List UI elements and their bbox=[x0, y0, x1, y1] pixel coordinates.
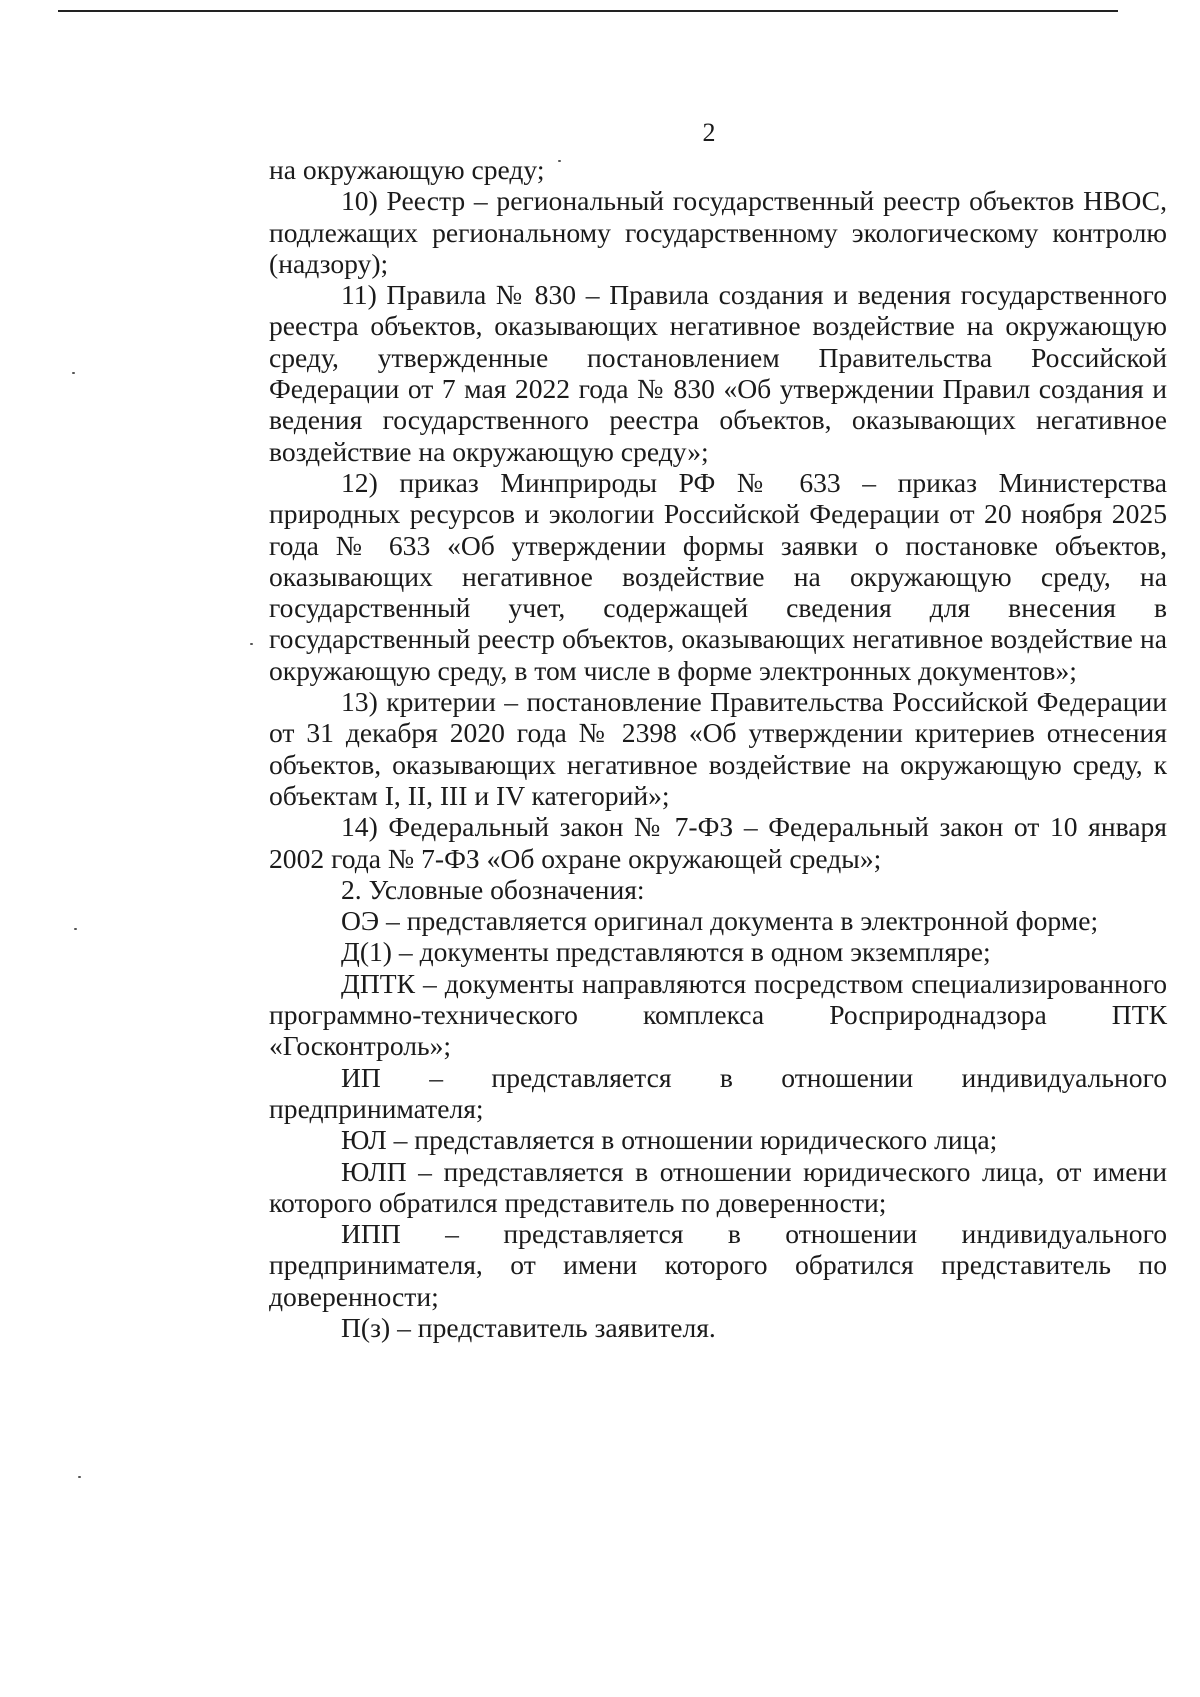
section-2-heading: 2. Условные обозначения: bbox=[341, 873, 645, 905]
legend-d1: Д(1) – документы представляются в одном экземпляре; bbox=[341, 936, 991, 968]
definition-13-criteria: 13) критерии – постановление Правительства Российской Федерации от 31 декабря 2020 года № 2398 «Об утверждении критериев отнесения объектов, оказывающих негативное воздействие на окружающую среду, к объектам I, II, III и IV категорий»; bbox=[269, 686, 1167, 811]
definition-10-registry: 10) Реестр – региональный государственный реестр объектов НВОС, подлежащих региональному государственному экологическому контролю (надзору); bbox=[269, 185, 1167, 279]
legend-ipp: ИПП – представляется в отношении индивидуального предпринимателя, от имени которого обратился представитель по доверенности; bbox=[269, 1218, 1167, 1312]
scan-speck bbox=[72, 372, 75, 374]
page-number: 2 bbox=[702, 118, 716, 147]
legend-pz: П(з) – представитель заявителя. bbox=[341, 1311, 716, 1343]
document-body bbox=[269, 154, 1167, 1343]
definition-14-federal-law-7: 14) Федеральный закон № 7-ФЗ – Федеральный закон от 10 января 2002 года № 7-ФЗ «Об охране окружающей среды»; bbox=[269, 811, 1167, 874]
scan-speck bbox=[558, 160, 561, 162]
definition-11-rules-830: 11) Правила № 830 – Правила создания и ведения государственного реестра объектов, оказывающих негативное воздействие на окружающую среду, утвержденные постановлением Правительства Российской Федерации от 7 мая 2022 года № 830 «Об утверждении Правил создания и ведения государственного реестра объектов, оказывающих негативное воздействие на окружающую среду»; bbox=[269, 279, 1167, 467]
legend-dptk: ДПТК – документы направляются посредством специализированного программно-технического комплекса Росприроднадзора ПТК «Госконтроль»; bbox=[269, 967, 1167, 1062]
top-rule bbox=[58, 10, 1118, 12]
legend-ip: ИП – представляется в отношении индивидуального предпринимателя; bbox=[269, 1061, 1167, 1124]
scan-speck bbox=[250, 643, 253, 645]
paragraph-continuation: на окружающую среду; bbox=[269, 154, 545, 185]
legend-oe: ОЭ – представляется оригинал документа в электронной форме; bbox=[341, 905, 1099, 937]
legend-yulp: ЮЛП – представляется в отношении юридического лица, от имени которого обратился представитель по доверенности; bbox=[269, 1155, 1167, 1218]
scan-speck bbox=[78, 1476, 81, 1478]
definition-12-order-633: 12) приказ Минприроды РФ № 633 – приказ Министерства природных ресурсов и экологии Российской Федерации от 20 ноября 2025 года № 633 «Об утверждении формы заявки о постановке объектов, оказывающих негативное воздействие на окружающую среду, на государственный учет, содержащей сведения для внесения в государственный реестр объектов, оказывающих негативное воздействие на окружающую среду, в том числе в форме электронных документов»; bbox=[269, 466, 1167, 686]
scan-speck bbox=[74, 928, 77, 930]
legend-yul: ЮЛ – представляется в отношении юридического лица; bbox=[341, 1124, 998, 1156]
